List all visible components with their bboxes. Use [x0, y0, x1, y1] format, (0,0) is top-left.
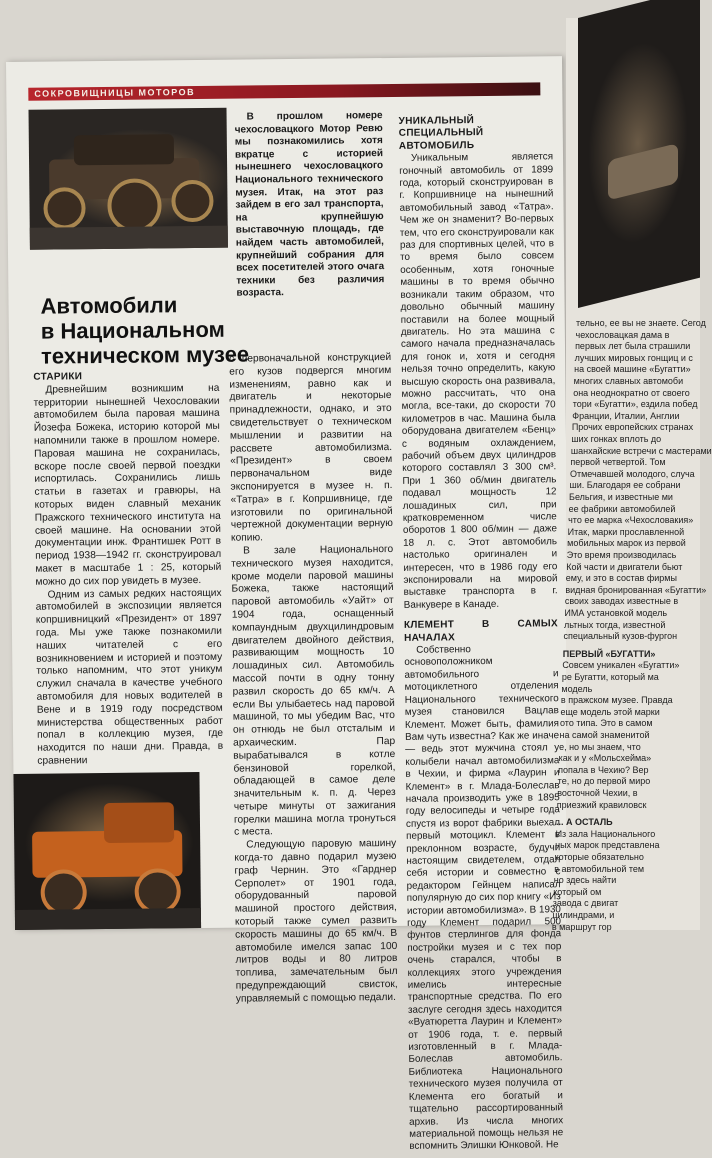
- column-2: [229, 351, 398, 1005]
- right-text-line: на самой знаменитой: [559, 730, 650, 740]
- right-text-line: Совсем уникален «Бугатти»: [562, 660, 680, 671]
- right-text-line: Бельгия, и известные ми: [569, 492, 673, 502]
- right-text-line: шанхайские встречи с мастерами: [570, 445, 712, 456]
- right-text-line: в маршрут гор: [551, 921, 612, 932]
- right-subhead: ПЕРВЫЙ «БУГАТТИ»: [562, 648, 656, 659]
- right-text-line: ших гонках вплоть до: [571, 434, 662, 444]
- right-text-line: льтных тогда, известной: [563, 619, 666, 630]
- right-text-line: что ее марка «Чехословакия»: [568, 515, 694, 526]
- right-text-line: которые обязательно: [554, 852, 644, 862]
- right-text-line: тельно, ее вы не знаете. Сегод: [576, 318, 706, 328]
- right-text-line: восточной Чехии, в: [557, 788, 638, 798]
- right-text-line: Прочих европейских странах: [571, 422, 694, 433]
- right-text-line: тори «Бугатти», ездила побед: [572, 399, 698, 410]
- right-text-line: первых лет была страшили: [575, 341, 691, 352]
- right-text-line: Из зала Национального: [555, 828, 656, 839]
- right-text-line: на своей машине «Бугатти»: [574, 364, 691, 375]
- right-text-line: Это время производилась: [566, 550, 677, 560]
- headline-line-3: техническом музее: [40, 341, 250, 369]
- photo-bottom-fire-truck: [13, 772, 201, 930]
- intro-text: В прошлом номере чехословацкого Мотор Ревю мы познакомились хотя вкратце с историей нынешнего чехословацкого Национального технического музея. Итак, на этот раз зайдем в его зал транспорта, на крупнейшую выставочную площадь, где найдем часть автомобилей, крупнейший собрания для всех посетителей этого очага техники без различия возраста.: [234, 110, 385, 299]
- right-text-line: еще модель этой марки: [560, 706, 660, 717]
- right-text-line: ото типа. Это в самом: [559, 718, 653, 729]
- right-text-line: ИМА установкой модель: [564, 608, 668, 618]
- right-text-line: чехословацкая дама в: [575, 329, 670, 340]
- right-text-line: ему, и это в состав фирмы: [565, 573, 677, 584]
- column-3: [398, 114, 564, 1153]
- magazine-page-right: [551, 18, 712, 932]
- right-text-line: в пражском музее. Правда: [560, 695, 673, 706]
- right-text-line: ее фабрики автомобилей: [568, 503, 676, 514]
- photo-top-antique-car: [29, 108, 228, 250]
- right-text-line: многих славных автомоби: [573, 376, 684, 386]
- right-text-line: Отмечавшей молодого, случа: [569, 468, 695, 479]
- right-text-line: первой четвертой. Том: [570, 457, 666, 468]
- col3-paragraph-1: Уникальным является гоночный автомобиль от 1899 года, который сконструирован в г. Копршивнице на нынешний автомобильный завод «Татра». Чем же он знаменит? Во-первых тем, что его сконструировали как раз для спортивных целей, что в то время было совсем особенным, хотя гоночные машины в то время обычно возникали таким образом, что довольно обычный машину поставили на более мощный двигатель. Но эта машина с самого начала предназначалась для гонок и, хотя и сегодня нельзя точно определить, какую высшую скорость она развивала, можно рассчитать, что она могла, все-таки, до скорости 70 километров в час. Машина была оборудована двигателем «Бенц» с водяным охлаждением, рабочий объем двух цилиндров которого составлял 3 300 см³. При 1 360 об/мин двигатель подавал мощность 12 лошадиных сил, при кратковременном числе оборотов 1 800 об/мин — даже 18 л. с. Этот автомобиль настолько оригинален и интересен, что в 1986 году его экспонировали на мировой выставке транспорта в г. Ванкувере в Канаде.: [399, 151, 558, 611]
- subhead-stariki: СТАРИКИ: [33, 371, 83, 383]
- subhead-unique-car: УНИКАЛЬНЫЙ СПЕЦИАЛЬНЫЙ АВТОМОБИЛЬ: [398, 115, 484, 152]
- magazine-page-left: [6, 56, 571, 1153]
- right-text-line: ных марок представлена: [555, 840, 660, 851]
- photo-right-museum-hall: [578, 0, 700, 308]
- right-text-line: который ом: [553, 886, 602, 897]
- right-text-line: своих заводах известные в: [564, 596, 679, 607]
- col1-paragraph-2: Одним из самых редких настоящих автомобилей в экспозиции является копршивницкий «Президент» от 1897 года. Мы уже также познакомили наших читателей с его возникновением и историей и поэтому только напомним, что этот уникум служил сначала в качестве учебного автомобиля для новых водителей в Вене и в 1919 году посредством министерства общественных работ попал в коллекцию музея, где находится по наши дни. Правда, в сравнении: [35, 587, 224, 767]
- right-text-line: лучших мировых гонщиц и с: [574, 352, 693, 363]
- subhead-klement: КЛЕМЕНТ В САМЫХ НАЧАЛАХ: [403, 618, 558, 644]
- col1-paragraph-1: Древнейшим возникшим на территории нынешней Чехословакии автомобилем была паровая машина Йозефа Божека, историю которой мы напомнили также в прошлом номере. Паровая машина не сохранилась, вскоре после своей первой поездки испортилась. Сохранились лишь статьи в газетах и гравюры, на которых виден славный механик Пражского технического института на своей машине. На основании этой документации инж. Франтишек Ротт в период 1938—1942 гг. сконструировал макет в масштабе 1 : 25, который можно до сих пор увидеть в музее.: [33, 382, 222, 588]
- right-subhead: ... А ОСТАЛЬ: [556, 817, 613, 828]
- intro-paragraph: [235, 110, 385, 300]
- right-text-line: попала в Чехию? Вер: [558, 764, 649, 775]
- right-text-line: ши. Благодаря ее собрани: [569, 480, 681, 491]
- right-text-line: завода с двигат: [552, 898, 619, 909]
- col2-paragraph-2: В зале Национального технического музея находится, кроме модели паровой машины Божека, также настоящий паровой автомобиль «Уайт» от 1904 года, оснащенный компаундным двухцилиндровым двигателем двойного действия, развивающим мощность 10 лошадиных сил. Автомобиль массой почти в одну тонну развил скорость до 65 км/ч. А если Вы улыбаетесь над паровой машиной, то мы убедим Вас, что он отнюдь не был отсталым и архаическим. Пар вырабатывался в котле бензиновой горелкой, обладающей в самое деле значительным к. п. д. Через четыре минуты от зажигания горелки машина могла тронуться с места.: [231, 543, 396, 839]
- right-text-line: Итак, марки прославленной: [567, 526, 685, 537]
- right-text-line: цилиндрами, и: [552, 910, 615, 920]
- col2-paragraph-1: с первоначальной конструкцией его кузов подвергся многим изменениям, равно как и двигатель и некоторые принадлежности, однако, и это свидетельствует о техническом мышлении и развитии на рассвете автомобилизма. «Президент» в своем первоначальном виде экспонируется в музее н. п. «Татра» в г. Копршивнице, где изготовили по оригинальной чертежной документации верную копию.: [229, 351, 393, 544]
- section-header-bar: [28, 82, 540, 100]
- right-text-line: приезжий кравиловск: [556, 799, 647, 810]
- headline-line-1: Автомобили: [40, 292, 178, 319]
- right-text-line: видная бронированная «Бугатти»: [565, 584, 707, 595]
- section-header-label: СОКРОВИЩНИЦЫ МОТОРОВ: [34, 87, 196, 99]
- right-text-line: в автомобильной тем: [554, 863, 645, 874]
- right-text-line: специальный кузов-фургон: [563, 631, 678, 642]
- col2-paragraph-3: Следующую паровую машину когда-то давно подарил музею граф Чернин. Это «Гарднер Серполет» от 1901 года, оборудованный паровой машиной простого действия, который также сумел развить скорость машины до 65 км/ч. В автомобиле имелся запас 100 литров воды и 80 литров топлива, замечательным был предупреждающий свисток, управляемый с помощью педали.: [234, 838, 398, 1005]
- right-text-line: но здесь найти: [553, 875, 617, 886]
- right-text-line: модель: [561, 683, 593, 694]
- right-text-line: как и у «Мольсхейма»: [558, 753, 652, 764]
- right-text-line: Кой части и двигатели бьют: [566, 561, 683, 572]
- right-text-line: мобильных марок из первой: [567, 538, 686, 549]
- right-text-line: е, но мы знаем, что: [559, 741, 641, 752]
- col3-paragraph-2: Собственно основоположником автомобильного и мотоциклетного отделения Национального технического музея становился Вацлав Клемент. Может быть, фамилия Вам чуть известна? Как же иначе — ведь этот мужчина стоял у колыбели начал автомобилизма в Чехии, и фирма «Лаурин и Клемент» в г. Млада-Болеслав начала производить уже в 1895 году велосипеды и четыре года спустя из ворот фабрики выехал первый мотоцикл. Клемент в преклонном возрасте, будучи настоящим свидетелем, отдал себя истории и совместно с редактором Гейнцем написал популярную до сих пор книгу «Из истории автомобилизма». В 1930 году Клемент подарил 500 фунтов стерлингов для фонда постройки музея и с тех пор очень старался, чтобы в коллекциях этого учреждения имелись интересные транспортные средства. По его заслуге сегодня здесь находится «Вуатюретта Лаурин и Клемент» от 1906 года, т. е. первый изготовленный в г. Млада-Болеслав автомобиль. Библиотека Национального технического музея получила от Клемента его богатый и тщательно рассортированный архив. Из числа многих материальной помощь нельзя не вспомнить Элишки Юнковой. Не: [404, 644, 564, 1153]
- right-text-line: она неоднократно от своего: [573, 387, 690, 398]
- headline-line-2: в Национальном: [40, 316, 225, 344]
- right-text-line: Франции, Италии, Англии: [572, 410, 680, 421]
- right-text-line: ре Бугатти, который ма: [561, 672, 659, 682]
- right-text-line: те, но до первой миро: [557, 776, 651, 787]
- column-1: [33, 370, 224, 767]
